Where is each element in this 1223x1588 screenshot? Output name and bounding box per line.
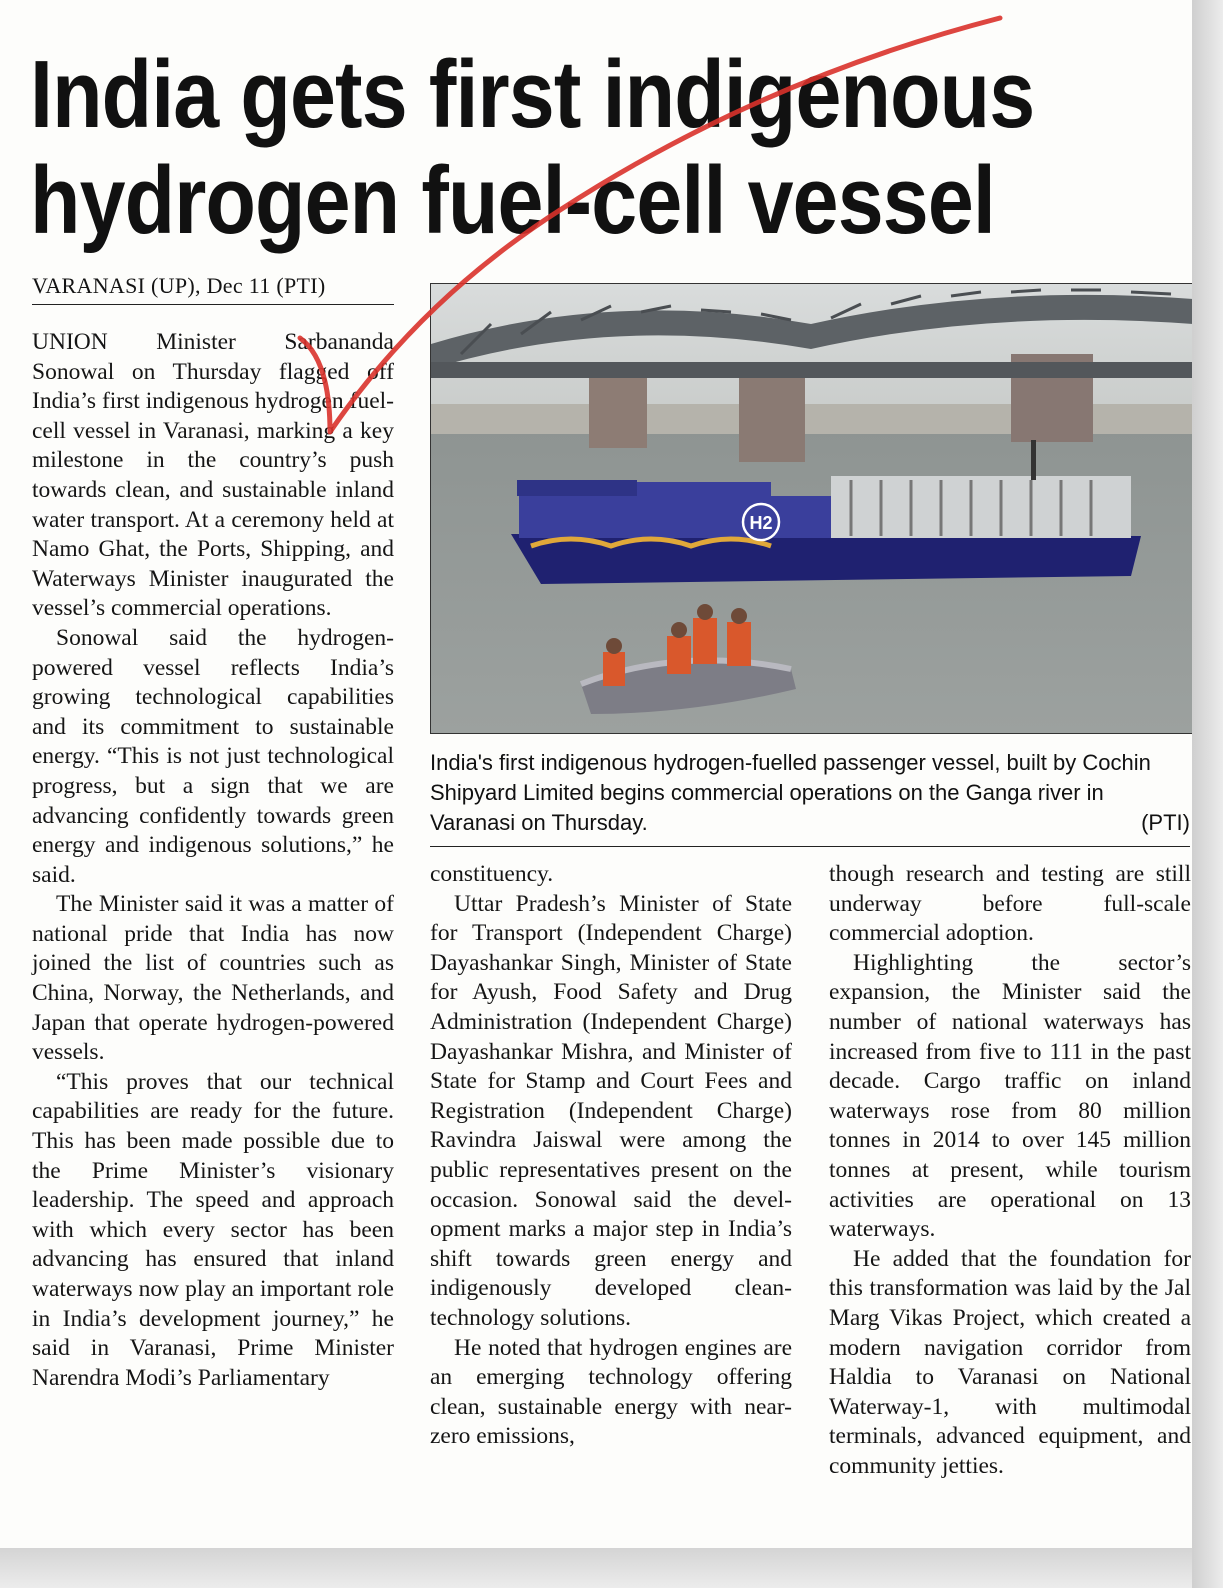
paragraph: Uttar Pradesh’s Minister of State for Transport (Independent Charge) Dayashankar Singh, Minister of State for Ayush, Food Safety and Drug Administration (Independent Charge) Dayashankar Mishra, and Minister of State for Stamp and Court Fees and Registration (Independent Charge) Ravindra Jaiswal were among the public representatives present on the occasion. Sonowal said the development marks a major step in India’s shift towards green energy and indigenously developed clean-technology solutions.	[430, 890, 792, 1331]
paragraph: Highlighting the sector’s expansion, the Minister said the number of national waterways has increased from five to 111 in the past decade. Cargo traffic on inland waterways rose from 80 million tonnes in 2014 to over 145 million tonnes at present, while tourism activities are operational on 13 waterways.	[829, 949, 1191, 1243]
news-photo	[430, 283, 1194, 734]
dateline: VARANASI (UP), Dec 11 (PTI)	[32, 272, 394, 305]
headline-line-2: hydrogen fuel-cell vessel	[30, 147, 995, 254]
headline	[30, 41, 1035, 254]
paragraph: He noted that hydrogen engines are an emerging technology offering clean, sustainable energy with near-zero emissions,	[430, 1334, 792, 1450]
article-column-1	[32, 328, 394, 1393]
cropped-previous-article-strip	[0, 0, 1192, 8]
article-column-3	[829, 860, 1191, 1481]
headline-line-1: India gets first indigenous	[30, 41, 1035, 148]
paragraph: UNION Minister Sarbananda Sonowal on Thursday flagged off India’s first indigenous hydrogen fuel-cell vessel in Varanasi, marking a key milestone in the country’s push towards clean, and sustainable inland water transport. At a ceremony held at Namo Ghat, the Ports, Shipping, and Waterways Minister inaugurated the vessel’s commercial operations.	[32, 329, 394, 622]
h2-badge-text: H2	[749, 513, 773, 533]
paragraph: constituency.	[430, 861, 554, 887]
paragraph: “This proves that our technical capabilities are ready for the future. This has been made possible due to the Prime Minister’s visionary leadership. The speed and approach with which every sector has been advancing has ensured that inland waterways now play an important role in India’s development journey,” he said in Varanasi, Prime Minister Narendra Modi’s Parliamentary	[32, 1068, 394, 1391]
photo-credit: (PTI)	[1141, 810, 1190, 835]
photo-caption	[430, 748, 1190, 847]
paragraph: though research and testing are still underway before full-scale commercial adoption.	[829, 861, 1191, 947]
vessel-photo-illustration	[431, 284, 1193, 733]
paragraph: He added that the foundation for this transformation was laid by the Jal Marg Vikas Project, which created a modern navigation corridor from Haldia to Varanasi on National Waterway-1, with multimodal terminals, advanced equipment, and community jetties.	[829, 1245, 1191, 1479]
paragraph: The Minister said it was a matter of national pride that India has now joined the list of countries such as China, Norway, the Netherlands, and Japan that operate hydrogen-powered vessels.	[32, 891, 394, 1066]
caption-text: India's first indigenous hydrogen-fuelled passenger vessel, built by Cochin Shipyard Limited begins commercial operations on the Ganga river in Varanasi on Thursday.	[430, 750, 1151, 835]
page-bottom-shadow	[0, 1548, 1192, 1588]
paragraph: Sonowal said the hydrogen-powered vessel reflects India’s growing technological capabilities and its commitment to sustainable energy. “This is not just technological progress, but a sign that we are advancing confidently towards green energy and indigenous solutions,” he said.	[32, 624, 394, 888]
page-edge-shadow	[1192, 0, 1223, 1588]
article-column-2	[430, 860, 792, 1452]
